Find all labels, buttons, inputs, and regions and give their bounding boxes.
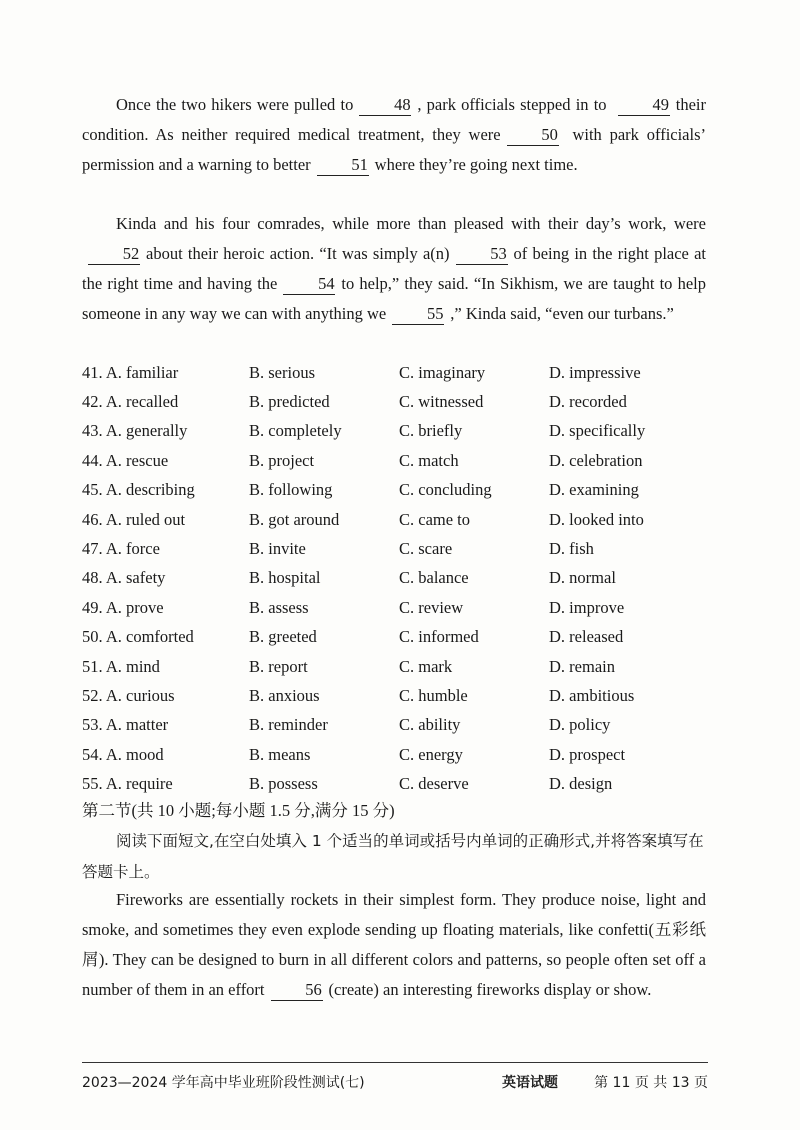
exam-title: 2023—2024 学年高中毕业班阶段性测试(七) — [82, 1075, 365, 1091]
option-q: 50. A. comforted — [82, 627, 194, 647]
option-q: 42. A. recalled — [82, 392, 179, 412]
text: where they’re going next time. — [374, 155, 578, 174]
option-q: 53. A. matter — [82, 715, 169, 735]
option-c: C. scare — [399, 539, 453, 559]
option-c: C. energy — [399, 744, 463, 764]
blank-55: 55 — [392, 304, 444, 325]
page-number: 第 11 页 共 13 页 — [594, 1075, 708, 1091]
option-row — [82, 387, 722, 416]
option-d: D. normal — [549, 568, 616, 588]
option-c: C. ability — [399, 715, 461, 735]
option-row — [82, 593, 722, 622]
text: Kinda and his four comrades, while more than pleased with their day’s work, were — [116, 214, 706, 233]
option-row — [82, 476, 722, 505]
option-d: D. ambitious — [549, 685, 635, 705]
option-b: B. following — [249, 480, 333, 500]
option-q: 44. A. rescue — [82, 450, 169, 470]
subject-title: 英语试题 — [502, 1075, 558, 1091]
option-c: C. came to — [399, 509, 471, 529]
option-q: 45. A. describing — [82, 480, 195, 500]
section-heading: 第二节(共 10 小题;每小题 1.5 分,满分 15 分) — [82, 801, 395, 820]
option-c: C. humble — [399, 685, 468, 705]
option-q: 49. A. prove — [82, 597, 164, 617]
option-b: B. invite — [249, 539, 306, 559]
option-d: D. celebration — [549, 450, 643, 470]
blank-49: 49 — [618, 95, 670, 116]
blank-51: 51 — [317, 155, 369, 176]
option-q: 52. A. curious — [82, 685, 175, 705]
option-b: B. completely — [249, 421, 342, 441]
option-b: B. serious — [249, 362, 315, 382]
section-instruction: 阅读下面短文,在空白处填入 1 个适当的单词或括号内单词的正确形式,并将答案填写在答题卡上。 — [82, 832, 704, 881]
option-row — [82, 446, 722, 475]
option-d: D. policy — [549, 715, 611, 735]
option-b: B. report — [249, 656, 308, 676]
option-b: B. predicted — [249, 392, 330, 412]
option-q: 51. A. mind — [82, 656, 160, 676]
text: with park officials’ permission and a warning to better — [82, 125, 707, 174]
option-d: D. looked into — [549, 509, 644, 529]
blank-52: 52 — [88, 244, 140, 265]
passage-paragraph-3 — [82, 885, 706, 1005]
option-c: C. match — [399, 450, 459, 470]
footer-divider — [82, 1062, 708, 1063]
option-row — [82, 623, 722, 652]
option-b: B. assess — [249, 597, 309, 617]
text: to help,” they said. “In Sikhism, we are taught to help someone in any way we can with anything we — [82, 274, 706, 323]
text: , park officials stepped in to — [417, 95, 607, 114]
option-q: 54. A. mood — [82, 744, 164, 764]
option-c: C. imaginary — [399, 362, 486, 382]
option-row — [82, 534, 722, 563]
option-b: B. reminder — [249, 715, 328, 735]
text: (create) an interesting fireworks display or show. — [328, 980, 652, 999]
option-d: D. improve — [549, 597, 625, 617]
option-c: C. balance — [399, 568, 469, 588]
option-q: 48. A. safety — [82, 568, 166, 588]
option-b: B. means — [249, 744, 311, 764]
answer-options — [82, 358, 722, 799]
option-b: B. greeted — [249, 627, 317, 647]
option-row — [82, 564, 722, 593]
option-b: B. got around — [249, 509, 340, 529]
option-row — [82, 358, 722, 387]
option-q: 43. A. generally — [82, 421, 188, 441]
option-c: C. review — [399, 597, 464, 617]
blank-50: 50 — [507, 125, 559, 146]
option-c: C. mark — [399, 656, 453, 676]
blank-56: 56 — [271, 980, 323, 1001]
option-row — [82, 711, 722, 740]
text: their condition. As neither required medical treatment, they were — [82, 95, 707, 144]
option-c: C. informed — [399, 627, 479, 647]
option-d: D. impressive — [549, 362, 641, 382]
passage-paragraph-2 — [82, 209, 706, 329]
blank-48: 48 — [359, 95, 411, 116]
option-c: C. deserve — [399, 774, 469, 794]
option-row — [82, 740, 722, 769]
text: Once the two hikers were pulled to — [116, 95, 354, 114]
option-q: 46. A. ruled out — [82, 509, 186, 529]
option-b: B. project — [249, 450, 315, 470]
passage-paragraph-1 — [82, 90, 706, 180]
option-c: C. concluding — [399, 480, 492, 500]
option-q: 47. A. force — [82, 539, 160, 559]
option-d: D. recorded — [549, 392, 627, 412]
option-row — [82, 652, 722, 681]
option-row — [82, 769, 722, 798]
option-q: 41. A. familiar — [82, 362, 179, 382]
text: about their heroic action. “It was simply a(n) — [146, 244, 450, 263]
blank-53: 53 — [456, 244, 508, 265]
option-d: D. examining — [549, 480, 639, 500]
blank-54: 54 — [283, 274, 335, 295]
text: ,” Kinda said, “even our turbans.” — [450, 304, 674, 323]
option-d: D. fish — [549, 539, 594, 559]
option-row — [82, 505, 722, 534]
option-row — [82, 681, 722, 710]
option-d: D. design — [549, 774, 613, 794]
option-b: B. anxious — [249, 685, 320, 705]
option-d: D. released — [549, 627, 624, 647]
text: of being in the right place at the right time and having the — [82, 244, 706, 293]
text: Fireworks are essentially rockets in their simplest form. They produce noise, light and smoke, and sometimes they even explode sending up floating materials, like confetti(五彩纸屑). They can be designed to burn in all different colors and patterns, so people often set off a number of them in an effort — [82, 890, 706, 999]
option-c: C. witnessed — [399, 392, 484, 412]
option-b: B. hospital — [249, 568, 321, 588]
option-b: B. possess — [249, 774, 318, 794]
option-q: 55. A. require — [82, 774, 173, 794]
option-d: D. prospect — [549, 744, 626, 764]
option-d: D. remain — [549, 656, 615, 676]
option-d: D. specifically — [549, 421, 646, 441]
option-c: C. briefly — [399, 421, 463, 441]
option-row — [82, 417, 722, 446]
